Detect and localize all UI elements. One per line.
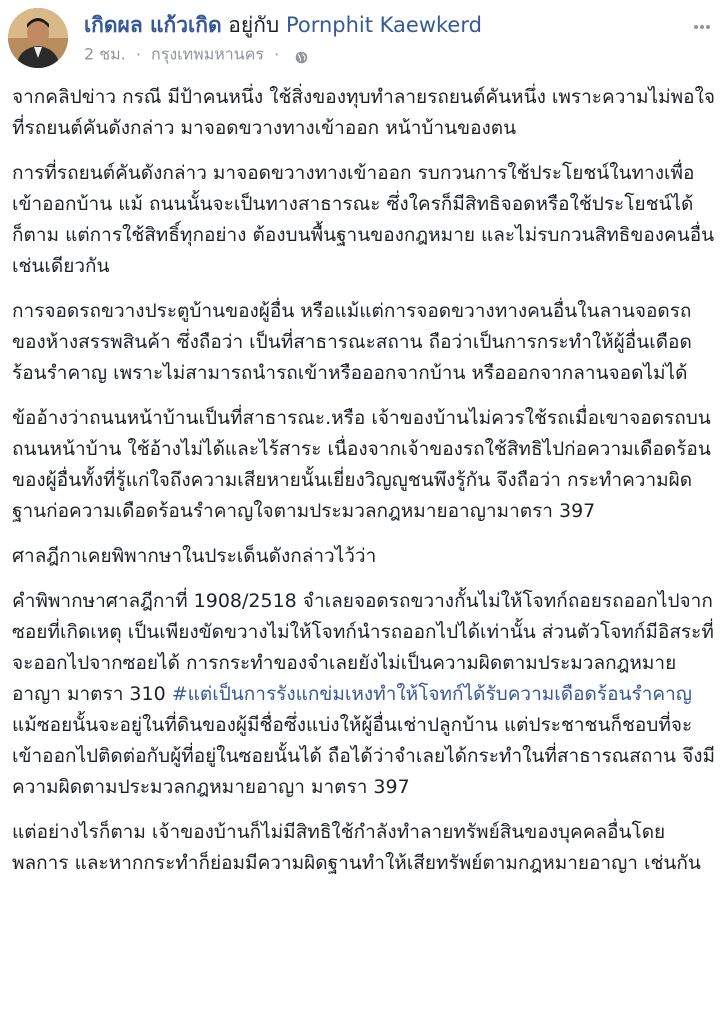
meta-separator: · <box>135 44 141 64</box>
more-options-icon[interactable] <box>694 14 716 28</box>
author-avatar[interactable] <box>8 8 68 68</box>
post-paragraph: จากคลิปข่าว กรณี มีป้าคนหนึ่ง ใช้สิ่งของทุบทำลายรถยนต์คันหนึ่ง เพราะความไม่พอใจ ที่รถยนต์คันดังกล่าว มาจอดขวางทางเข้าออก หน้าบ้านของตน <box>12 86 715 139</box>
post-paragraph: ข้ออ้างว่าถนนหน้าบ้านเป็นที่สาธารณะ.หรือ เจ้าของบ้านไม่ควรใช้รถเมื่อเขาจอดรถบนถนนหน้าบ้าน ใช้อ้างไม่ได้และไร้สาระ เนื่องจากเจ้าของรถใช้สิทธิไปก่อความเดือดร้อนของผู้อื่นทั้งที่รู้แก่ใจถึงความเสียหายนั้นเยี่ยงวิญญูชนพึงรู้กัน จึงถือว่า กระทำความผิดฐานก่อความเดือดร้อนรำคาญใจตามประมวลกฎหมายอาญามาตรา 397 <box>12 407 711 522</box>
post-timestamp[interactable]: 2 ชม. <box>84 44 126 64</box>
judgment-paragraph <box>12 586 716 803</box>
post-paragraph: การจอดรถขวางประตูบ้านของผู้อื่น หรือแม้แต่การจอดขวางทางคนอื่นในลานจอดรถของห้างสรรพสินค้า ซึ่งถือว่า เป็นที่สาธารณะสถาน ถือว่าเป็นการกระทำให้ผู้อื่นเดือดร้อนรำคาญ เพราะไม่สามารถนำรถเข้าหรือออกจากบ้าน หรือออกจากลานจอดไม่ได้ <box>12 300 692 384</box>
post-paragraph: การที่รถยนต์คันดังกล่าว มาจอดขวางทางเข้าออก รบกวนการใช้ประโยชน์ในทางเพื่อเข้าออกบ้าน แม้ ถนนนั้นจะเป็นทางสาธารณะ ซึ่งใครก็มีสิทธิจอดหรือใช้ประโยชน์ได้ก็ตาม แต่การใช้สิทธิ์ทุกอย่าง ต้องบนพื้นฐานของกฎหมาย และไม่รบกวนสิทธิของคนอื่นเช่นเดียวกัน <box>12 162 715 277</box>
post-body <box>12 82 716 893</box>
globe-icon[interactable] <box>295 48 308 61</box>
post-header <box>0 0 728 76</box>
with-text: อยู่กับ <box>228 13 280 37</box>
judgment-text-2: แม้ซอยนั้นจะอยู่ในที่ดินของผู้มีชื่อซึ่งแบ่งให้ผู้อื่นเช่าปลูกบ้าน แต่ประชาชนก็ชอบที่จะเข้าออกไปติดต่อกับผู้ที่อยู่ในซอยนั้นได้ ถือได้ว่าจำเลยได้กระทำในที่สาธารณสถาน จึงมีความผิดตามประมวลกฎหมายอาญา มาตรา 397 <box>12 714 716 798</box>
post-meta <box>84 43 308 66</box>
judgment-text: คำพิพากษาศาลฎีกาที่ 1908/2518 จำเลยจอดรถขวางกั้นไม่ให้โจทก์ถอยรถออกไปจากซอยที่เกิดเหตุ เป็นเพียงขัดขวางไม่ให้โจทก์นำรถออกไปได้เท่านั้น ส่วนตัวโจทก์มีอิสระที่จะออกไปจากซอยได้ การกระทำของจำเลยยังไม่เป็นความผิดตามประมวลกฎหมายอาญา มาตรา 310 <box>12 590 714 705</box>
meta-separator-2: · <box>274 44 280 64</box>
post-paragraph: ศาลฎีกาเคยพิพากษาในประเด็นดังกล่าวไว้ว่า <box>12 545 377 567</box>
author-name-link[interactable]: เกิดผล แก้วเกิด <box>84 13 222 37</box>
author-line <box>84 11 482 39</box>
hashtag-link[interactable]: #แต่เป็นการรังแกข่มเหงทำให้โจทก์ได้รับความเดือดร้อนรำคาญ <box>171 683 692 705</box>
tagged-person-link[interactable]: Pornphit Kaewkerd <box>285 13 482 37</box>
post-location[interactable]: กรุงเทพมหานคร <box>151 44 265 64</box>
closing-paragraph: แต่อย่างไรก็ตาม เจ้าของบ้านก็ไม่มีสิทธิใช้กำลังทำลายทรัพย์สินของบุคคลอื่นโดยพลการ และหากกระทำก็ย่อมมีความผิดฐานทำให้เสียทรัพย์ตามกฎหมายอาญา เช่นกัน <box>12 821 701 874</box>
